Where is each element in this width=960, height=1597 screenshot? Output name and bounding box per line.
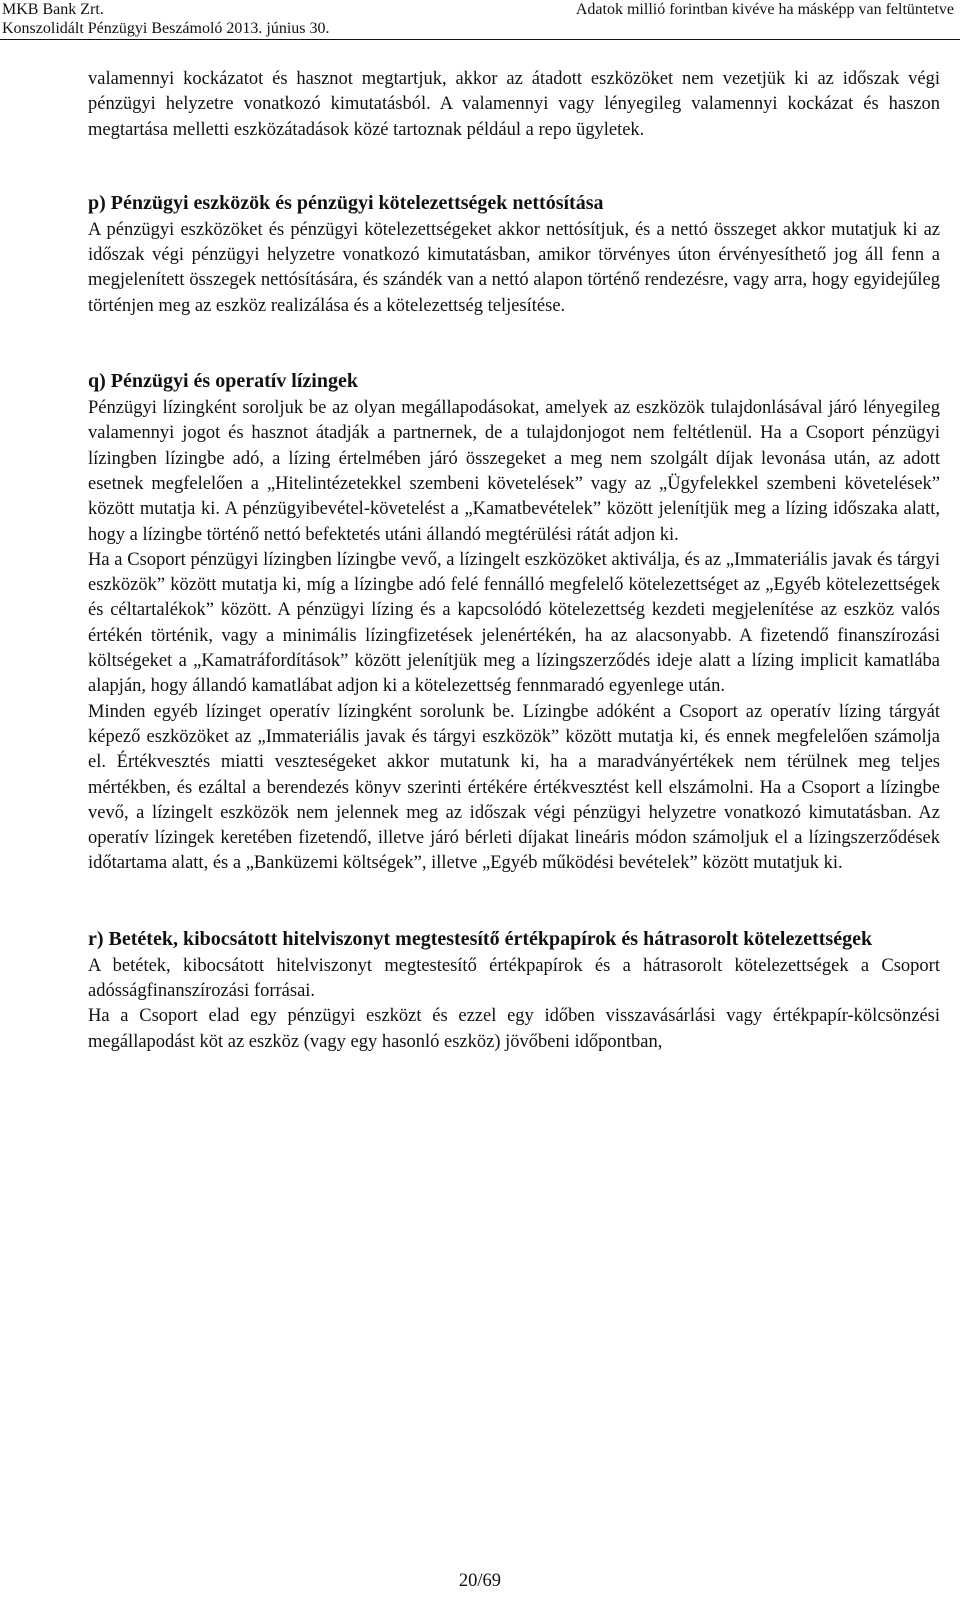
header-divider bbox=[0, 39, 960, 40]
section-r-paragraph-2: Ha a Csoport elad egy pénzügyi eszközt és ezzel egy időben visszavásárlási vagy értékpapír-kölcsönzési megállapodást köt az eszköz (vagy egy hasonló eszköz) jövőbeni időpontban, bbox=[88, 1006, 940, 1052]
section-heading-q: q) Pénzügyi és operatív lízingek bbox=[88, 370, 358, 393]
section-q-paragraph-3: Minden egyéb lízinget operatív lízingként sorolunk be. Lízingbe adóként a Csoport az operatív lízing tárgyát képező eszközöket az „Immateriális javak és tárgyi eszközök” között mutatja ki, és ennek megfelelően számolja el. Értékvesztés miatti veszteségeket akkor mutatunk ki, ha a maradványértékek nem térülnek meg teljes mértékben, és ezáltal a berendezés könyv szerinti értékére értékvesztést kell elszámolni. Ha a Csoport a lízingbe vevő, a lízingelt eszközök nem jelennek meg az időszak végi pénzügyi helyzetre vonatkozó kimutatásban. Az operatív lízingek keretében fizetendő, illetve járó bérleti díjakat lineáris módon számoljuk el a lízingszerződések időtartama alatt, és a „Banküzemi költségek”, illetve „Egyéb működési bevételek” között mutatjuk ki. bbox=[88, 701, 940, 874]
section-r-paragraph-1: A betétek, kibocsátott hitelviszonyt megtestesítő értékpapírok és a hátrasorolt kötelezettségek a Csoport adósságfinanszírozási forrásai. bbox=[88, 955, 940, 1002]
section-heading-r: r) Betétek, kibocsátott hitelviszonyt megtestesítő értékpapírok és hátrasorolt kötelezettségek bbox=[88, 927, 873, 950]
bank-name: MKB Bank Zrt. bbox=[2, 1, 104, 18]
units-note: Adatok millió forintban kivéve ha másképp van feltüntetve bbox=[575, 1, 954, 18]
intro-paragraph: valamennyi kockázatot és hasznot megtartjuk, akkor az átadott eszközöket nem vezetjük ki az időszak végi pénzügyi helyzetre vonatkozó kimutatásból. A valamennyi vagy lényegileg valamennyi kockázat és haszon megtartása melletti eszközátadások közé tartoznak például a repo ügyletek. bbox=[88, 69, 940, 140]
report-title: Konszolidált Pénzügyi Beszámoló 2013. június 30. bbox=[2, 20, 330, 37]
section-q-paragraph-2: Ha a Csoport pénzügyi lízingben lízingbe vevő, a lízingelt eszközöket aktiválja, és az „Immateriális javak és tárgyi eszközök” között mutatja ki, míg a lízingbe adó felé fennálló megfelelő kötelezettséget az „Egyéb kötelezettségek és céltartalékok” között. A pénzügyi lízing és a kapcsolódó kötelezettség kezdeti megjelenítése az eszköz valós értékén történik, vagy a minimális lízingfizetések jelenértékén, ha az alacsonyabb. A fizetendő finanszírozási költségeket a „Kamatráfordítások” között jelenítjük meg a lízingszerződés ideje alatt a lízing implicit kamatlába alapján, hogy állandó kamatlábat adjon ki a kötelezettség fennmaradó egyenlege után. bbox=[88, 549, 940, 697]
section-p-paragraph-1: A pénzügyi eszközöket és pénzügyi kötelezettségeket akkor nettósítjuk, és a nettó összeget akkor mutatjuk ki az időszak végi pénzügyi helyzetre vonatkozó kimutatásban, amikor törvényes úton érvényesíthető jog áll fenn a megjelenített összegek nettósítására, és szándék van a nettó alapon történő rendezésre, vagy arra, hogy egyidejűleg történjen meg az eszköz realizálása és a kötelezettség teljesítése. bbox=[88, 219, 940, 316]
header-left bbox=[2, 0, 330, 38]
section-q-paragraph-1: Pénzügyi lízingként soroljuk be az olyan megállapodásokat, amelyek az eszközök tulajdonlásával járó lényegileg valamennyi jogot és hasznot átadják a partnernek, de a tulajdonjogot nem feltétlenül. Ha a Csoport pénzügyi lízingben lízingbe adó, a lízing értelmében járó összegeket a meg nem szolgált díjak levonása után, az adott esetnek megfelelően a „Hitelintézetekkel szembeni követelések” vagy az „Ügyfelekkel szembeni követelések” között mutatja ki. A pénzügyibevétel-követelést a „Kamatbevételek” között jelenítjük meg a lízing időszaka alatt, hogy a lízingbe történő nettó befektetés utáni állandó megtérülési rátát adjon ki. bbox=[88, 398, 940, 545]
page-number: 20/69 bbox=[458, 1571, 502, 1591]
section-heading-p: p) Pénzügyi eszközök és pénzügyi kötelezettségek nettósítása bbox=[88, 191, 604, 214]
document-body bbox=[88, 41, 940, 1055]
page-header bbox=[0, 0, 960, 40]
